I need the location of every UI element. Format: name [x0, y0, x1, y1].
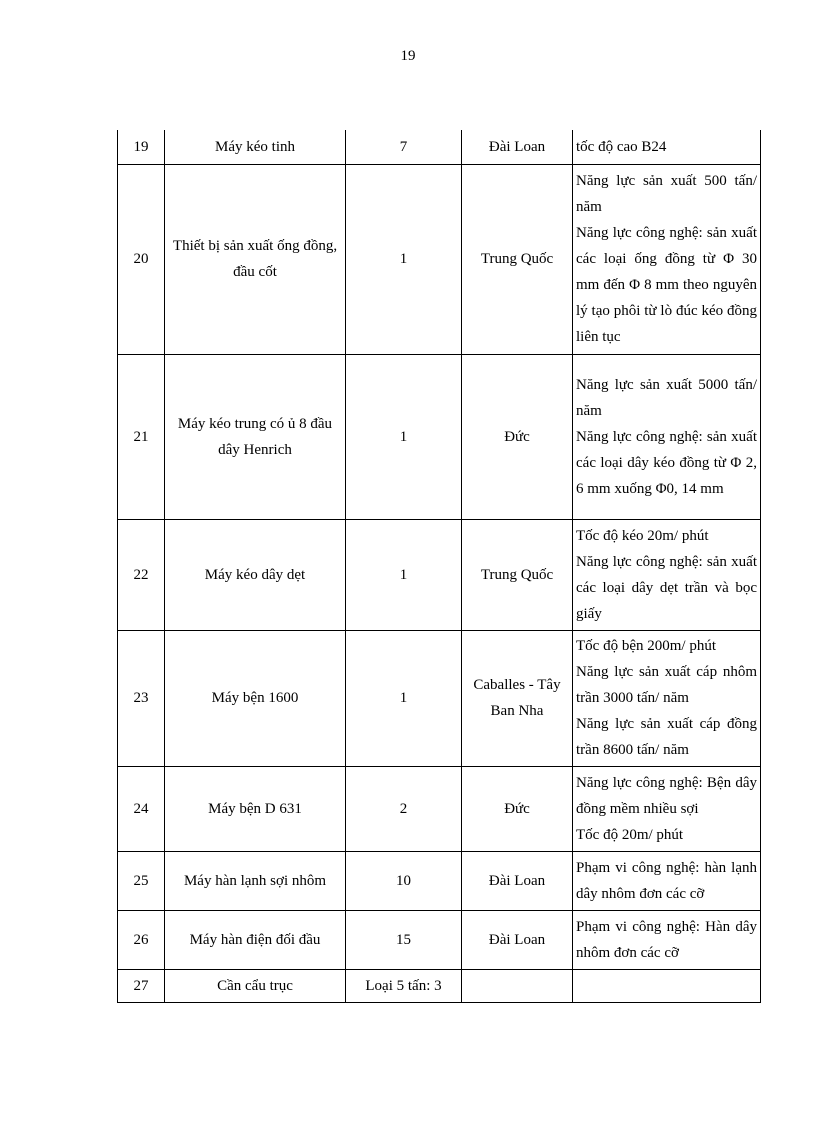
page-number: 19: [400, 48, 416, 64]
equipment-name-cell: Máy kéo trung có ủ 8 đầu dây Henrich: [165, 354, 346, 519]
specification-line: Năng lực sản xuất 5000 tấn/ năm: [576, 376, 757, 419]
equipment-name-cell: Máy kéo dây dẹt: [165, 519, 346, 630]
equipment-name-cell: Máy hàn lạnh sợi nhôm: [165, 851, 346, 910]
equipment-name-cell: Thiết bị sản xuất ống đồng, đầu cốt: [165, 164, 346, 354]
specification-line: Tốc độ bện 200m/ phút: [576, 638, 716, 654]
specification-line: Năng lực công nghệ: Bện dây đồng mềm nhiều sợi: [576, 774, 757, 817]
row-number-cell: 21: [118, 354, 165, 519]
equipment-name-cell: Máy kéo tinh: [165, 130, 346, 164]
specification-line: Năng lực công nghệ: sản xuất các loại dây dẹt trần và bọc giấy: [576, 553, 757, 622]
specification-cell: [573, 851, 761, 910]
origin-cell: [462, 969, 573, 1002]
row-number-cell: 23: [118, 630, 165, 766]
origin-cell: Đài Loan: [462, 130, 573, 164]
origin-cell: Caballes - Tây Ban Nha: [462, 630, 573, 766]
table-row: [118, 766, 761, 851]
specification-line: Năng lực sản xuất cáp nhôm trần 3000 tấn/ năm: [576, 664, 757, 706]
specification-cell: [573, 130, 761, 164]
row-number-cell: 25: [118, 851, 165, 910]
table-row: [118, 354, 761, 519]
specification-cell: [573, 766, 761, 851]
quantity-cell: 7: [346, 130, 462, 164]
specification-line: Năng lực công nghệ: sản xuất các loại ống đồng từ Φ 30 mm đến Φ 8 mm theo nguyên lý tạo phôi từ lò đúc kéo đồng liên tục: [576, 225, 757, 345]
specification-cell: [573, 630, 761, 766]
equipment-table-body: [118, 130, 761, 1002]
specification-line: Tốc độ 20m/ phút: [576, 826, 684, 843]
quantity-cell: 1: [346, 164, 462, 354]
row-number-cell: 22: [118, 519, 165, 630]
row-number-cell: 19: [118, 130, 165, 164]
table-row: [118, 164, 761, 354]
equipment-name-cell: Máy bện 1600: [165, 630, 346, 766]
specification-cell: [573, 969, 761, 1002]
specification-cell: [573, 910, 761, 969]
quantity-cell: 1: [346, 354, 462, 519]
quantity-cell: Loại 5 tấn: 3: [346, 969, 462, 1002]
specification-cell: [573, 519, 761, 630]
origin-cell: Đài Loan: [462, 910, 573, 969]
specification-line: Tốc độ kéo 20m/ phút: [576, 527, 709, 544]
row-number-cell: 27: [118, 969, 165, 1002]
specification-line: Năng lực công nghệ: sản xuất các loại dây kéo đồng từ Φ 2, 6 mm xuống Φ0, 14 mm: [576, 428, 757, 497]
specification-cell: [573, 164, 761, 354]
specification-line: Năng lực sản xuất cáp đồng trần 8600 tấn/ năm: [576, 716, 757, 758]
equipment-table: [117, 130, 761, 1003]
quantity-cell: 1: [346, 630, 462, 766]
quantity-cell: 2: [346, 766, 462, 851]
table-row: [118, 969, 761, 1002]
quantity-cell: 15: [346, 910, 462, 969]
specification-cell: [573, 354, 761, 519]
origin-cell: Trung Quốc: [462, 519, 573, 630]
origin-cell: Đức: [462, 354, 573, 519]
specification-line: Năng lực sản xuất 500 tấn/ năm: [576, 173, 757, 215]
row-number-cell: 24: [118, 766, 165, 851]
table-row: [118, 910, 761, 969]
equipment-name-cell: Cần cẩu trục: [165, 969, 346, 1002]
table-row: [118, 519, 761, 630]
table-row: [118, 130, 761, 164]
table-row: [118, 630, 761, 766]
row-number-cell: 26: [118, 910, 165, 969]
table-row: [118, 851, 761, 910]
origin-cell: Trung Quốc: [462, 164, 573, 354]
specification-line: tốc độ cao B24: [576, 138, 667, 155]
equipment-name-cell: Máy bện D 631: [165, 766, 346, 851]
quantity-cell: 10: [346, 851, 462, 910]
origin-cell: Đức: [462, 766, 573, 851]
quantity-cell: 1: [346, 519, 462, 630]
origin-cell: Đài Loan: [462, 851, 573, 910]
specification-line: Phạm vi công nghệ: hàn lạnh dây nhôm đơn các cỡ: [576, 859, 757, 902]
equipment-name-cell: Máy hàn điện đối đầu: [165, 910, 346, 969]
specification-line: Phạm vi công nghệ: Hàn dây nhôm đơn các cỡ: [576, 918, 757, 961]
row-number-cell: 20: [118, 164, 165, 354]
